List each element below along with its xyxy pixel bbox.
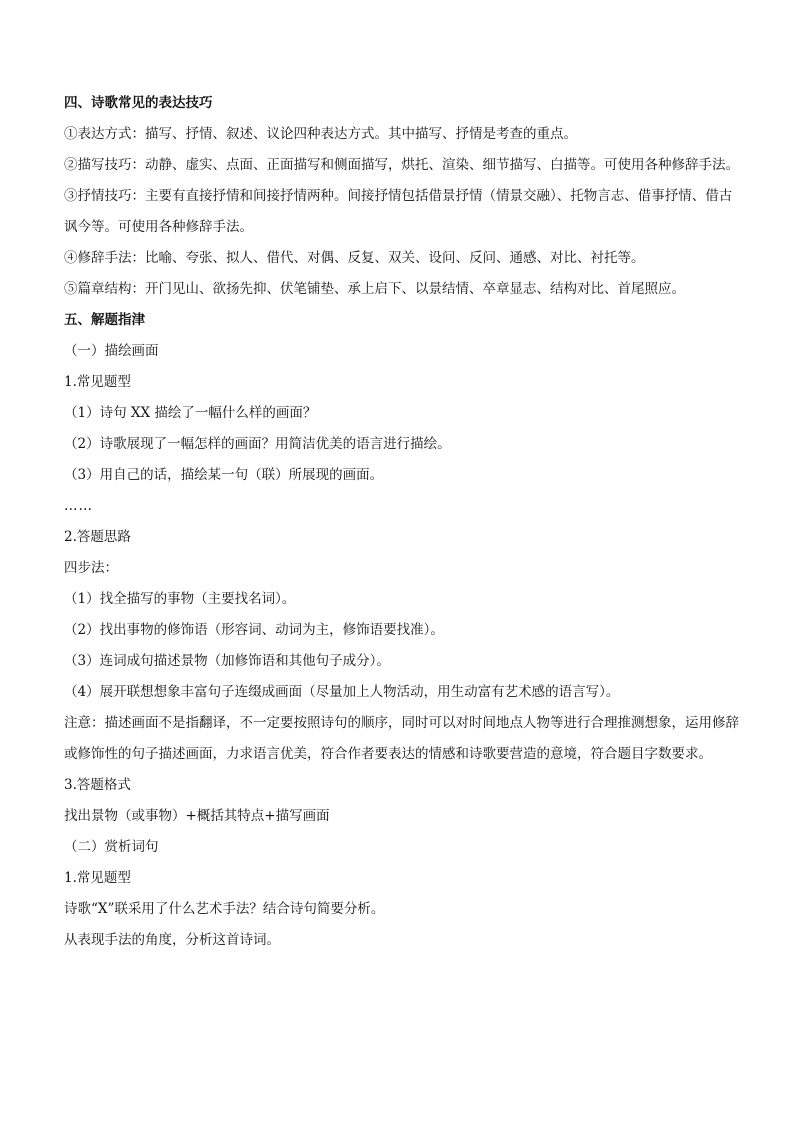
part1-step-1: （1）找全描写的事物（主要找名词）。 xyxy=(64,591,296,607)
section4-item-1: ①表达方式：描写、抒情、叙述、议论四种表达方式。其中描写、抒情是考查的重点。 xyxy=(64,126,577,142)
ellipsis: …… xyxy=(64,498,93,514)
part2-title: （二）赏析词句 xyxy=(64,839,159,855)
section4-item-4: ④修辞手法：比喻、夸张、拟人、借代、对偶、反复、双关、设问、反问、通感、对比、衬托等。 xyxy=(64,250,645,266)
part1-step-3: （3）连词成句描述景物（加修饰语和其他句子成分）。 xyxy=(64,653,390,669)
part1-question-1: （1）诗句 XX 描绘了一幅什么样的画面？ xyxy=(64,405,317,421)
part1-format-title: 3.答题格式 xyxy=(64,777,131,793)
section4-heading: 四、诗歌常见的表达技巧 xyxy=(64,95,213,111)
section4-item-5: ⑤篇章结构：开门见山、欲扬先抑、伏笔铺垫、承上启下、以景结情、卒章显志、结构对比、首尾照应。 xyxy=(64,281,685,297)
part1-note: 注意：描述画面不是指翻译，不一定要按照诗句的顺序，同时可以对时间地点人物等进行合理推测想象，运用修辞或修饰性的句子描述画面，力求语言优美，符合作者要表达的情感和诗歌要营造的意境，符合题目字数要求。 xyxy=(64,715,739,762)
part1-method: 四步法： xyxy=(64,560,118,576)
section4-item-3: ③抒情技巧：主要有直接抒情和间接抒情两种。间接抒情包括借景抒情（情景交融）、托物言志、借事抒情、借古讽今等。可使用各种修辞手法。 xyxy=(64,188,733,235)
part1-approach-title: 2.答题思路 xyxy=(64,529,131,545)
part2-question-types-title: 1.常见题型 xyxy=(64,870,131,886)
section4-item-2: ②描写技巧：动静、虚实、点面、正面描写和侧面描写，烘托、渲染、细节描写、白描等。可使用各种修辞手法。 xyxy=(64,157,739,173)
part2-question-2: 从表现手法的角度，分析这首诗词。 xyxy=(64,932,280,948)
document-page xyxy=(64,88,744,956)
part1-step-4: （4）展开联想想象丰富句子连缀成画面（尽量加上人物活动，用生动富有艺术感的语言写）。 xyxy=(64,684,620,700)
part2-question-1: 诗歌“X”联采用了什么艺术手法？结合诗句简要分析。 xyxy=(64,901,385,917)
part1-question-types-title: 1.常见题型 xyxy=(64,374,131,390)
section5-heading: 五、解题指津 xyxy=(64,312,145,328)
part1-step-2: （2）找出事物的修饰语（形容词、动词为主，修饰语要找准）。 xyxy=(64,622,444,638)
part1-format: 找出景物（或事物）+概括其特点+描写画面 xyxy=(64,808,330,824)
part1-question-2: （2）诗歌展现了一幅怎样的画面？用简洁优美的语言进行描绘。 xyxy=(64,436,451,452)
part1-question-3: （3）用自己的话，描绘某一句（联）所展现的画面。 xyxy=(64,467,384,483)
part1-title: （一）描绘画面 xyxy=(64,343,159,359)
